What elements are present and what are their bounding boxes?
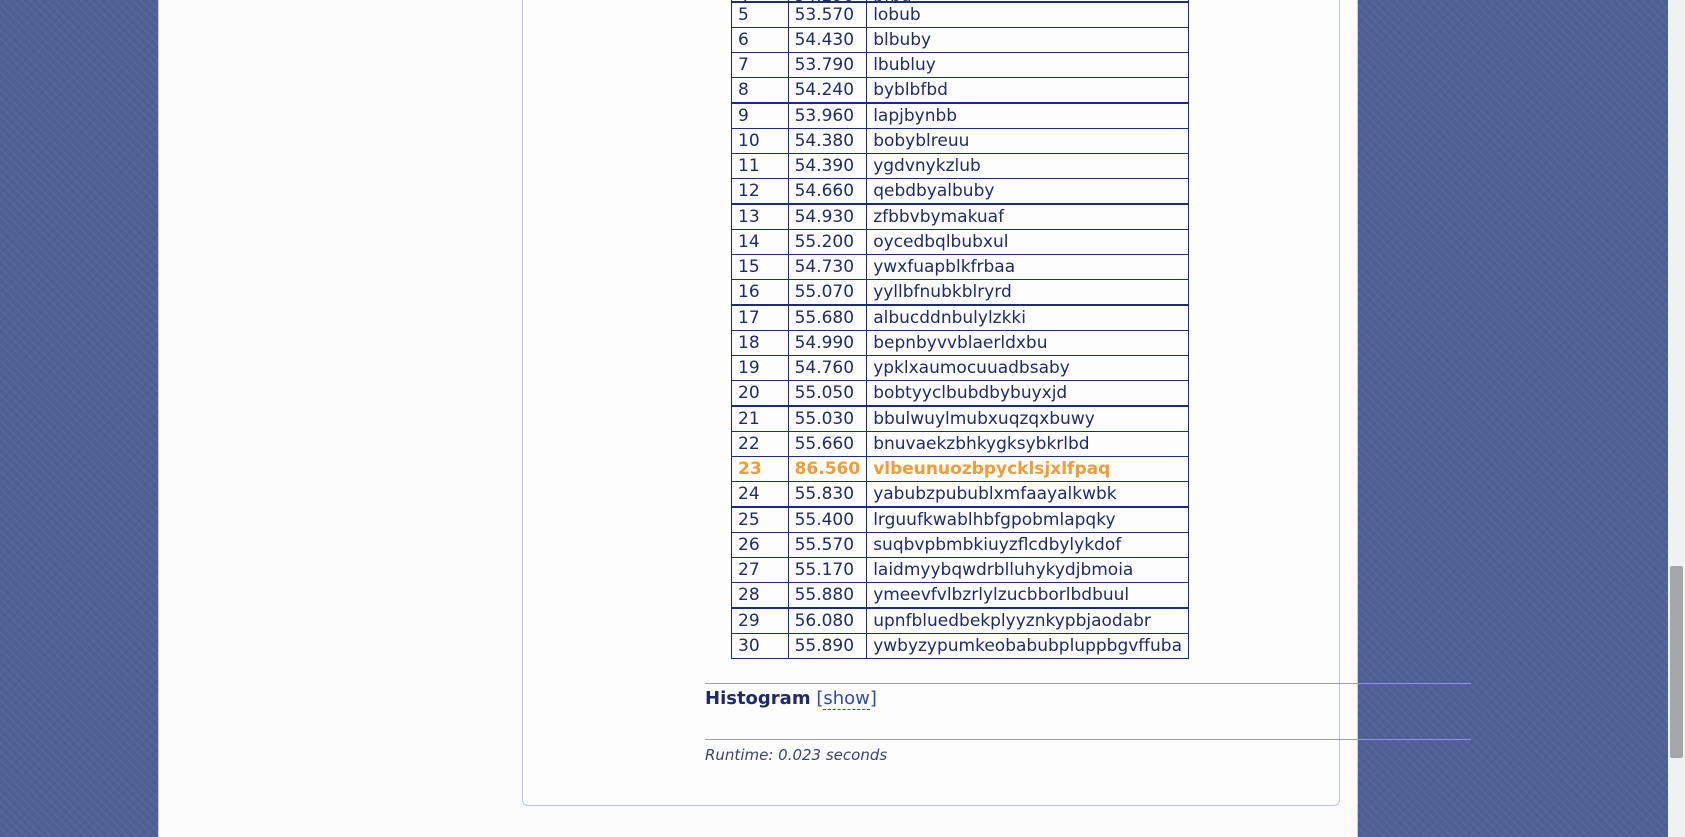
time-cell: 55.570 bbox=[788, 533, 867, 558]
table-row bbox=[732, 507, 1189, 533]
time-cell: 56.080 bbox=[788, 608, 867, 634]
name-cell: lbubluy bbox=[867, 53, 1189, 78]
name-cell: albucddnbulylzkki bbox=[867, 305, 1189, 331]
open-bracket: [ bbox=[816, 688, 824, 709]
rank-cell: 23 bbox=[732, 457, 789, 482]
table-row bbox=[732, 230, 1189, 255]
time-cell: 54.380 bbox=[788, 129, 867, 154]
name-cell: ymeevfvlbzrlylzucbborlbdbuul bbox=[867, 583, 1189, 609]
time-cell: 55.200 bbox=[788, 230, 867, 255]
time-cell: 55.170 bbox=[788, 558, 867, 583]
table-row bbox=[732, 432, 1189, 457]
table-row bbox=[732, 305, 1189, 331]
rank-cell: 26 bbox=[732, 533, 789, 558]
time-cell: 55.030 bbox=[788, 406, 867, 432]
rank-cell: 30 bbox=[732, 634, 789, 659]
table-row bbox=[732, 154, 1189, 179]
rank-cell: 27 bbox=[732, 558, 789, 583]
divider bbox=[705, 683, 1471, 684]
rank-cell: 10 bbox=[732, 129, 789, 154]
results-table bbox=[731, 0, 1189, 659]
time-cell: 54.930 bbox=[788, 204, 867, 230]
table-row bbox=[732, 457, 1189, 482]
name-cell: ywxfuapblkfrbaa bbox=[867, 255, 1189, 280]
rank-cell: 25 bbox=[732, 507, 789, 533]
time-cell: 54.990 bbox=[788, 331, 867, 356]
rank-cell: 9 bbox=[732, 103, 789, 129]
name-cell: bobyblreuu bbox=[867, 129, 1189, 154]
table-row bbox=[732, 331, 1189, 356]
divider bbox=[705, 739, 1471, 740]
name-cell: ywbyzypumkeobabubpluppbgvffuba bbox=[867, 634, 1189, 659]
time-cell: 54.430 bbox=[788, 28, 867, 53]
time-cell: 55.830 bbox=[788, 482, 867, 508]
histogram-section bbox=[705, 688, 877, 709]
time-cell: 55.880 bbox=[788, 583, 867, 609]
rank-cell: 13 bbox=[732, 204, 789, 230]
time-cell: 55.050 bbox=[788, 381, 867, 407]
table-row bbox=[732, 280, 1189, 306]
table-row bbox=[732, 381, 1189, 407]
scrollbar-thumb[interactable] bbox=[1670, 566, 1683, 758]
table-row bbox=[732, 583, 1189, 609]
name-cell: byblbfbd bbox=[867, 78, 1189, 104]
rank-cell: 24 bbox=[732, 482, 789, 508]
vertical-scrollbar[interactable] bbox=[1668, 0, 1685, 837]
result-panel bbox=[522, 0, 1340, 806]
table-row bbox=[732, 356, 1189, 381]
time-cell: 53.790 bbox=[788, 53, 867, 78]
name-cell: lapjbynbb bbox=[867, 103, 1189, 129]
time-cell: 55.680 bbox=[788, 305, 867, 331]
time-cell: 54.390 bbox=[788, 154, 867, 179]
histogram-show-toggle[interactable]: show bbox=[823, 688, 870, 709]
table-row bbox=[732, 129, 1189, 154]
table-row bbox=[732, 53, 1189, 78]
name-cell: vlbeunuozbpycklsjxlfpaq bbox=[867, 457, 1189, 482]
table-row bbox=[732, 533, 1189, 558]
table-row bbox=[732, 78, 1189, 104]
name-cell: ygdvnykzlub bbox=[867, 154, 1189, 179]
runtime-text: Runtime: 0.023 seconds bbox=[705, 746, 888, 764]
time-cell: 55.660 bbox=[788, 432, 867, 457]
rank-cell: 18 bbox=[732, 331, 789, 356]
table-row bbox=[732, 204, 1189, 230]
rank-cell: 11 bbox=[732, 154, 789, 179]
name-cell: blbuby bbox=[867, 28, 1189, 53]
name-cell: bnuvaekzbhkygksybkrlbd bbox=[867, 432, 1189, 457]
name-cell: upnfbluedbekplyyznkypbjaodabr bbox=[867, 608, 1189, 634]
name-cell: lrguufkwablhbfgpobmlapqky bbox=[867, 507, 1189, 533]
name-cell: bepnbyvvblaerldxbu bbox=[867, 331, 1189, 356]
table-row bbox=[732, 406, 1189, 432]
rank-cell: 6 bbox=[732, 28, 789, 53]
name-cell: lobub bbox=[867, 2, 1189, 28]
rank-cell: 19 bbox=[732, 356, 789, 381]
rank-cell: 8 bbox=[732, 78, 789, 104]
table-row bbox=[732, 103, 1189, 129]
table-row bbox=[732, 28, 1189, 53]
rank-cell: 21 bbox=[732, 406, 789, 432]
rank-cell: 17 bbox=[732, 305, 789, 331]
time-cell: 55.070 bbox=[788, 280, 867, 306]
rank-cell: 29 bbox=[732, 608, 789, 634]
name-cell: laidmyybqwdrblluhykydjbmoia bbox=[867, 558, 1189, 583]
time-cell: 54.760 bbox=[788, 356, 867, 381]
table-row bbox=[732, 634, 1189, 659]
time-cell: 54.730 bbox=[788, 255, 867, 280]
time-cell: 54.660 bbox=[788, 179, 867, 205]
table-row bbox=[732, 2, 1189, 28]
table-row bbox=[732, 179, 1189, 205]
table-row bbox=[732, 482, 1189, 508]
name-cell: qebdbyalbuby bbox=[867, 179, 1189, 205]
table-row bbox=[732, 558, 1189, 583]
time-cell: 53.960 bbox=[788, 103, 867, 129]
name-cell: zfbbvbymakuaf bbox=[867, 204, 1189, 230]
rank-cell: 14 bbox=[732, 230, 789, 255]
rank-cell: 15 bbox=[732, 255, 789, 280]
rank-cell: 20 bbox=[732, 381, 789, 407]
rank-cell: 28 bbox=[732, 583, 789, 609]
time-cell: 53.570 bbox=[788, 2, 867, 28]
histogram-label: Histogram bbox=[705, 688, 811, 709]
table-row bbox=[732, 608, 1189, 634]
close-bracket: ] bbox=[869, 688, 877, 709]
name-cell: suqbvpbmbkiuyzflcdbylykdof bbox=[867, 533, 1189, 558]
time-cell: 55.400 bbox=[788, 507, 867, 533]
rank-cell: 12 bbox=[732, 179, 789, 205]
name-cell: bbulwuylmubxuqzqxbuwy bbox=[867, 406, 1189, 432]
rank-cell: 22 bbox=[732, 432, 789, 457]
time-cell: 55.890 bbox=[788, 634, 867, 659]
rank-cell: 5 bbox=[732, 2, 789, 28]
table-row bbox=[732, 255, 1189, 280]
name-cell: bobtyyclbubdbybuyxjd bbox=[867, 381, 1189, 407]
name-cell: yabubzpubublxmfaayalkwbk bbox=[867, 482, 1189, 508]
name-cell: oycedbqlbubxul bbox=[867, 230, 1189, 255]
name-cell: yyllbfnubkblryrd bbox=[867, 280, 1189, 306]
name-cell: ypklxaumocuuadbsaby bbox=[867, 356, 1189, 381]
time-cell: 54.240 bbox=[788, 78, 867, 104]
rank-cell: 16 bbox=[732, 280, 789, 306]
rank-cell: 7 bbox=[732, 53, 789, 78]
page-container bbox=[158, 0, 1358, 837]
time-cell: 86.560 bbox=[788, 457, 867, 482]
